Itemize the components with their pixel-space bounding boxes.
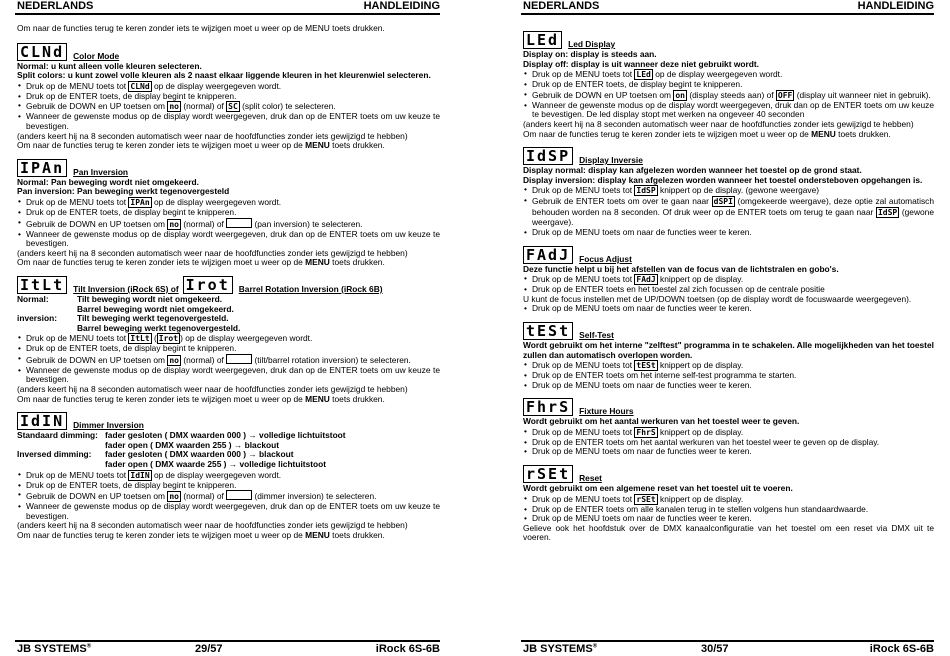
- footer-model: iRock 6S-6B: [375, 643, 440, 655]
- list-item: • Druk op de ENTER toets om het interne self-test programma te starten.: [523, 371, 934, 381]
- lcd-self-test: tESt: [523, 322, 573, 340]
- section-title: Pan Inversion: [73, 166, 129, 177]
- desc-split: Split colors: u kunt zowel volle kleuren als 2 naast elkaar liggende kleuren in het kleurenwiel selecteren.: [17, 70, 431, 81]
- page-header: [15, 0, 440, 15]
- section-desc: Deze functie helpt u bij het afstellen van de focus van de lichtstralen en gobo's.: [523, 263, 839, 274]
- lcd-disp: IdSP: [523, 147, 573, 165]
- desc-normal: Normal: u kunt alleen volle kleuren selecteren.: [17, 60, 202, 71]
- lcd-hours: FhrS: [523, 398, 573, 416]
- right-page: [521, 0, 934, 654]
- list-item: • Druk op de MENU toets tot IdSP knippert op de display. (gewone weergave): [523, 185, 934, 196]
- footer-brand: JB SYSTEMS®: [17, 643, 92, 655]
- desc-normal: Normal: Pan beweging wordt niet omgekeerd.: [17, 176, 199, 187]
- header-language: NEDERLANDS: [523, 0, 600, 12]
- section-fixture-hours: [523, 398, 934, 457]
- list-item: • Druk op de MENU toets om naar de functies weer te keren.: [523, 447, 934, 457]
- desc-on: Display on: display is steeds aan.: [523, 49, 657, 59]
- lcd-reset: rSEt: [523, 465, 573, 483]
- auto-back-note: (anders keert hij na 8 seconden automatisch weer naar de hoofdfuncties zonder iets gewijzigd te hebben): [523, 118, 914, 129]
- lcd-color-mode: CLNd: [17, 43, 67, 61]
- list-item: • Gebruik de DOWN en UP toetsen om no (normal) of (tilt/barrel rotation inversion) te selecteren.: [17, 354, 440, 366]
- menu-exit: Om naar de functies terug te keren zonder iets te wijzigen moet u weer op de MENU toets drukken.: [17, 257, 385, 268]
- lcd-dimmer: IdIN: [17, 412, 67, 430]
- list-item: • Gebruik de DOWN en UP toetsen om no (normal) of (dimmer inversion) te selecteren.: [17, 490, 440, 502]
- section-self-test: [523, 322, 934, 390]
- section-dimmer-inversion: [17, 412, 440, 540]
- lcd-focus: FAdJ: [523, 246, 573, 264]
- section-title: Tilt Inversion (iRock 6S) of: [73, 283, 179, 294]
- desc-normal: Display normal: display kan afgelezen worden wanneer het toestel op de grond staat.: [523, 165, 862, 176]
- list-item: • Druk op de MENU toets om naar de functies weer te keren.: [523, 304, 934, 314]
- list-item: • Druk op de ENTER toets, de display begint te knipperen.: [523, 80, 934, 90]
- section-display-inversie: [523, 147, 934, 237]
- auto-back-note: (anders keert hij na 8 seconden automatisch weer naar de hoofdfuncties zonder iets gewijzigd te hebben): [17, 130, 408, 141]
- list-item: • Druk op de ENTER toets, de display begint te knipperen.: [17, 92, 440, 102]
- menu-exit: Om naar de functies terug te keren zonder iets te wijzigen moet u weer op de MENU toets drukken.: [17, 393, 385, 404]
- list-item: • Druk op de MENU toets tot tESt knippert op de display.: [523, 360, 934, 371]
- footer-model: iRock 6S-6B: [869, 643, 934, 655]
- list-item: • Gebruik de DOWN en UP toetsen om no (normal) of SC (split color) te selecteren.: [17, 101, 440, 112]
- list-item: • Wanneer de gewenste modus op de display wordt weergegeven, druk dan op de ENTER toets om uw keuze te bevestigen.: [17, 366, 440, 385]
- section-title: Self-Test: [579, 329, 614, 340]
- footer-page-number: 30/57: [701, 643, 729, 655]
- list-item: • Druk op de MENU toets tot IPAn op de display weergegeven wordt.: [17, 197, 440, 208]
- lcd-pan: IPAn: [17, 159, 67, 177]
- left-page: [15, 0, 440, 654]
- list-item: • Druk op de MENU toets tot LEd op de display weergegeven wordt.: [523, 69, 934, 80]
- desc-inversion: Display inversion: display kan afgelezen worden wanneer het toestel ondersteboven opgehangen is.: [523, 174, 923, 185]
- menu-exit: Om naar de functies terug te keren zonder iets te wijzigen moet u weer op de MENU toets drukken.: [17, 140, 385, 151]
- right-body: [523, 31, 934, 543]
- section-reset: [523, 465, 934, 543]
- list-item: • Druk op de ENTER toets, de display begint te knipperen.: [17, 344, 440, 354]
- list-item: • Druk op de MENU toets tot FhrS knippert op de display.: [523, 427, 934, 438]
- section-tilt-inversion: [17, 276, 440, 404]
- list-item: • Druk op de ENTER toets om het aantal werkuren van het toestel weer te geven op de display.: [523, 438, 934, 448]
- list-item: • Wanneer de gewenste modus op de display wordt weergegeven, druk dan op de ENTER toets om uw keuze te bevestigen.: [17, 112, 440, 131]
- lcd-rot: Irot: [183, 276, 233, 294]
- section-title: Focus Adjust: [579, 253, 632, 264]
- list-item: • Druk op de ENTER toets, de display begint te knipperen.: [17, 208, 440, 218]
- list-item: • Druk op de MENU toets tot ItLt ( Irot ) op de display weergegeven wordt.: [17, 333, 440, 344]
- section-title: Color Mode: [73, 50, 120, 61]
- auto-back-note: (anders keert hij na 8 seconden automatisch weer naar de hoofdfuncties zonder iets gewijzigd te hebben): [17, 520, 408, 531]
- lcd-led: LEd: [523, 31, 562, 49]
- list-item: • Wanneer de gewenste modus op de display wordt weergegeven, druk dan op de ENTER toets om uw keuze te bevestigen.: [17, 502, 440, 521]
- section-title: Display Inversie: [579, 155, 643, 166]
- section-desc: Wordt gebruikt om het interne "zelftest" programma in te schakelen. Alle mogelijkheden van het toestel zullen dan automatisch overlopen worden.: [523, 339, 934, 360]
- footer-page-number: 29/57: [195, 643, 223, 655]
- section-desc: Wordt gebruikt om het aantal werkuren van het toestel weer te geven.: [523, 416, 800, 427]
- section-desc: Wordt gebruikt om een algemene reset van het toestel uit te voeren.: [523, 483, 793, 494]
- auto-back-note: (anders keert hij na 8 seconden automatisch weer naar de hoofdfuncties zonder iets gewijzigd te hebben): [17, 384, 408, 395]
- page-header: [521, 0, 934, 15]
- section-focus-adjust: [523, 246, 934, 314]
- list-item: • Wanneer de gewenste modus op de display wordt weergegeven, druk dan op de ENTER toets om uw keuze te bevestigen. De led display stopt met werken na ongeveer 40 seconden: [523, 101, 934, 120]
- mode-table: Standaard dimming: fader gesloten ( DMX waarden 000 ) → volledige lichtuitstoot fader open ( DMX waarden 255 ) → blackout Inversed dimming: fader gesloten ( DMX waarden 000 ) → blackout fader open ( DMX waarde 255 ) → volledige lichtuitstoot: [17, 430, 346, 470]
- section-color-mode: [17, 43, 440, 151]
- list-item: • Druk op de MENU toets tot FAdJ knippert op de display.: [523, 274, 934, 285]
- list-item: • Wanneer de gewenste modus op de display wordt weergegeven, druk dan op de ENTER toets om uw keuze te bevestigen.: [17, 230, 440, 249]
- section-title: Fixture Hours: [579, 406, 634, 417]
- desc-inversion: Pan inversion: Pan beweging werkt tegenovergesteld: [17, 186, 230, 197]
- closing-note: Gelieve ook het hoofdstuk over de DMX kanaalconfiguratie van het toestel om een reset via DMX uit te voeren.: [523, 522, 934, 543]
- auto-back-note: (anders keert hij na 8 seconden automatisch weer naar de hoofdfuncties zonder iets gewijzigd te hebben): [17, 247, 408, 258]
- list-item: • Gebruik de DOWN en UP toetsen om no (normal) of (pan inversion) te selecteren.: [17, 218, 440, 230]
- list-item: • Druk op de MENU toets tot CLNd op de display weergegeven wordt.: [17, 81, 440, 92]
- desc-off: Display off: display is uit wanneer deze niet gebruikt wordt.: [523, 58, 759, 69]
- header-language: NEDERLANDS: [17, 0, 94, 12]
- intro-text: Om naar de functies terug te keren zonder iets te wijzigen moet u weer op de MENU toets drukken.: [17, 23, 385, 33]
- list-item: • Gebruik de ENTER toets om over te gaan naar dSPI (omgekeerde weergave), deze optie zal automatisch behouden worden na 8 seconden. Of druk weer op de ENTER toets om terug te gaan naar IdSP (gewone weergave).: [523, 196, 934, 228]
- section-led-display: [523, 31, 934, 139]
- header-doc: HANDLEIDING: [363, 0, 440, 12]
- section-title: Reset: [579, 473, 602, 484]
- menu-exit: Om naar de functies terug te keren zonder iets te wijzigen moet u weer op de MENU toets drukken.: [523, 128, 891, 139]
- menu-exit: Om naar de functies terug te keren zonder iets te wijzigen moet u weer op de MENU toets drukken.: [17, 530, 385, 540]
- header-doc: HANDLEIDING: [857, 0, 934, 12]
- section-title-2: Barrel Rotation Inversion (iRock 6B): [238, 283, 383, 294]
- left-body: [17, 24, 440, 541]
- list-item: • Druk op de MENU toets om naar de functies weer te keren.: [523, 514, 934, 524]
- section-pan-inversion: [17, 159, 440, 268]
- focus-note: U kunt de focus instellen met de UP/DOWN toetsen (op de display wordt de focuswaarde weergegeven).: [523, 293, 912, 304]
- list-item: • Druk op de ENTER toets om alle kanalen terug in te stellen volgens hun standaardwaarde.: [523, 505, 934, 515]
- list-item: • Druk op de MENU toets om naar de functies weer te keren.: [523, 381, 934, 391]
- section-title: Led Display: [568, 39, 616, 49]
- lcd-tilt: ItLt: [17, 276, 67, 294]
- list-item: • Druk op de MENU toets tot rSEt knippert op de display.: [523, 494, 934, 505]
- list-item: • Druk op de MENU toets tot IdIN op de display weergegeven wordt.: [17, 470, 440, 481]
- list-item: • Druk op de MENU toets om naar de functies weer te keren.: [523, 228, 934, 238]
- list-item: • Druk op de ENTER toets, de display begint te knipperen.: [17, 481, 440, 491]
- list-item: • Gebruik de DOWN en UP toetsen om on (display steeds aan) of OFF (display uit wanneer niet in gebruik).: [523, 90, 934, 101]
- footer-brand: JB SYSTEMS®: [523, 643, 598, 655]
- mode-table: Normal: Tilt beweging wordt niet omgekeerd. Barrel beweging wordt niet omgekeerd. inversion: Tilt beweging werkt tegenovergesteld. Barrel beweging werkt tegenovergesteld.: [17, 293, 241, 333]
- list-item: • Druk op de ENTER toets en het toestel zal zich focussen op de centrale positie: [523, 285, 934, 295]
- section-title: Dimmer Inversion: [73, 420, 144, 431]
